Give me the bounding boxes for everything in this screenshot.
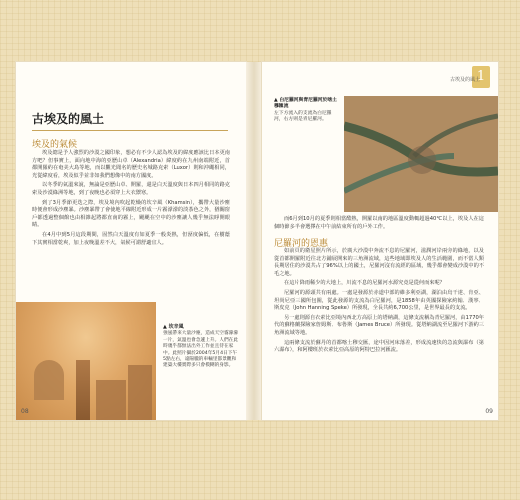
page-number: 08 bbox=[21, 408, 29, 415]
book-gutter bbox=[246, 62, 262, 420]
running-header: 古埃及的風土 bbox=[449, 77, 480, 83]
paragraph: 埃及總是予人強烈的沙漠之國印象，想必有不少人認為埃及的緯度應該比日本更南方吧？但事實上，面向地中海的亞歷山卓（Alexandria）緯度約在九州南端附近，首都開羅約在奄美大島等地，而以觀光聞名的歷史名城路克索（Luxor）則和沖繩相同，光從緯度看，埃及似乎並非如我們想像中的南方國度。 bbox=[32, 150, 230, 179]
caption-title: ▲ 白尼羅河與青尼羅河於喀土穆匯流 bbox=[274, 98, 337, 110]
nile-caption bbox=[274, 98, 340, 124]
paragraph: 另一處則源自衣索比亞境內西北方高原上的塔納湖，這條支流稱為青尼羅河，由1770年代的蘇格蘭探險家詹姆斯．布魯斯（James Bruce）所發現。從塔納湖流至尼羅河下游約三角洲流域等地。 bbox=[274, 314, 484, 336]
paragraph: 以冬季的氣溫來說，無論是亞歷山卓、開羅，還是白天溫度與日本四月相同的路克索及沙漠綠洲等地，到了夜晚也必須穿上大衣禦寒。 bbox=[32, 182, 230, 196]
right-page bbox=[262, 62, 498, 420]
building bbox=[96, 380, 126, 420]
caption-title: ▲ 坎辛風 bbox=[163, 324, 184, 330]
nile-satellite-photo bbox=[344, 96, 498, 212]
sandstorm-caption bbox=[163, 324, 239, 370]
title-rule bbox=[32, 130, 228, 131]
mosque-dome bbox=[34, 360, 64, 400]
caption-text: 強風帶來大量沙塵，造成天空霧濛濛一片，氣溫也會急遽上升。人們在此時幾乎都無法出外工作並且待在家中。此照片攝於2004年5月4日下午5點左右，遠陽臘的車輛里都景觀和建築大樓實際多只會模糊的身影。 bbox=[163, 331, 239, 369]
paragraph: 在4月中到5月這段期間，固然白天溫度有如夏季一般炎熱，但溼度偏低，在樹蔭下其實相當乾爽，加上夜晚溫差不大，氣候可謂舒適宜人。 bbox=[32, 231, 230, 246]
river-confluence-graphic bbox=[344, 96, 498, 212]
left-page bbox=[16, 62, 246, 420]
paragraph: 在這片降雨稀少的大地上，川流不息的尼羅河水源究竟是從何而來呢？ bbox=[284, 280, 445, 287]
paragraph: 如前頁的衛星照片所示，於廣大沙漠中奔流不息的尼羅河，滋潤河岸兩旁的綠地，以及從首都開羅附近往北方鋪展開來的三角洲流域，這些地域即埃及人的生活範圍，而不當人類長期居住的沙漠共占了96%以上的國土，尼羅河沒有流經的區域，幾乎都會變成沙漠中的不毛之地。 bbox=[274, 248, 484, 277]
section-heading-nile: 尼羅河的恩惠 bbox=[274, 239, 329, 249]
page-title: 古埃及的風土 bbox=[32, 112, 105, 126]
building bbox=[128, 365, 152, 420]
sandstorm-photo bbox=[16, 302, 156, 420]
paragraph: 而6月到10月的夏季則相當酷熱，開羅以南的地區溫度動輒超過40℃以上，埃及人在這個時節多半會選擇在中午前結束所有的戶外工作。 bbox=[274, 216, 484, 230]
paragraph: 這兩條支流於蘇丹的首都喀土穆交匯，途中因河床落差，形成流速快的急流與瀑布（第六瀑布），和阿樓班於衣索比亞高原的阿特巴拉河匯流。 bbox=[274, 339, 484, 354]
page-number: 09 bbox=[485, 408, 493, 415]
nile-text bbox=[274, 248, 484, 357]
paragraph: 到了3月季節更迭之際，埃及境內吹起乾燥的坎辛風（Khamsin），攜帶大量沙塵時便會形成沙塵暴。沙塵暴帶了會使地平線附近形成一片霧濛濛的淡茶色之外，猶關窗戶都透過整個館也由相雜起將都直南的霧上，颶颶在空中的沙塵讓人幾乎無法睜開眼睛。 bbox=[32, 199, 230, 229]
climate-text bbox=[32, 150, 230, 249]
section-heading-climate: 埃及的氣候 bbox=[32, 140, 78, 150]
minaret bbox=[76, 360, 90, 420]
paragraph: 尼羅河的源頭共有兩處。一處是發源於赤道中部的維多利亞湖，湖泊由烏干達、肯亞、坦尚尼亞三國所包圍，從此發源的支流為白尼羅河，是1858年由英國探險家約翰．漢寧．斯皮克（John Hanning Speke）所發現，全長共約6,700公里，是世界最長的支流。 bbox=[274, 289, 484, 312]
summer-text bbox=[274, 216, 484, 233]
caption-text: 左下方流入的支流為白尼羅河，右方則是青尼羅河。 bbox=[274, 110, 332, 123]
chapter-number: 1 bbox=[476, 69, 486, 84]
